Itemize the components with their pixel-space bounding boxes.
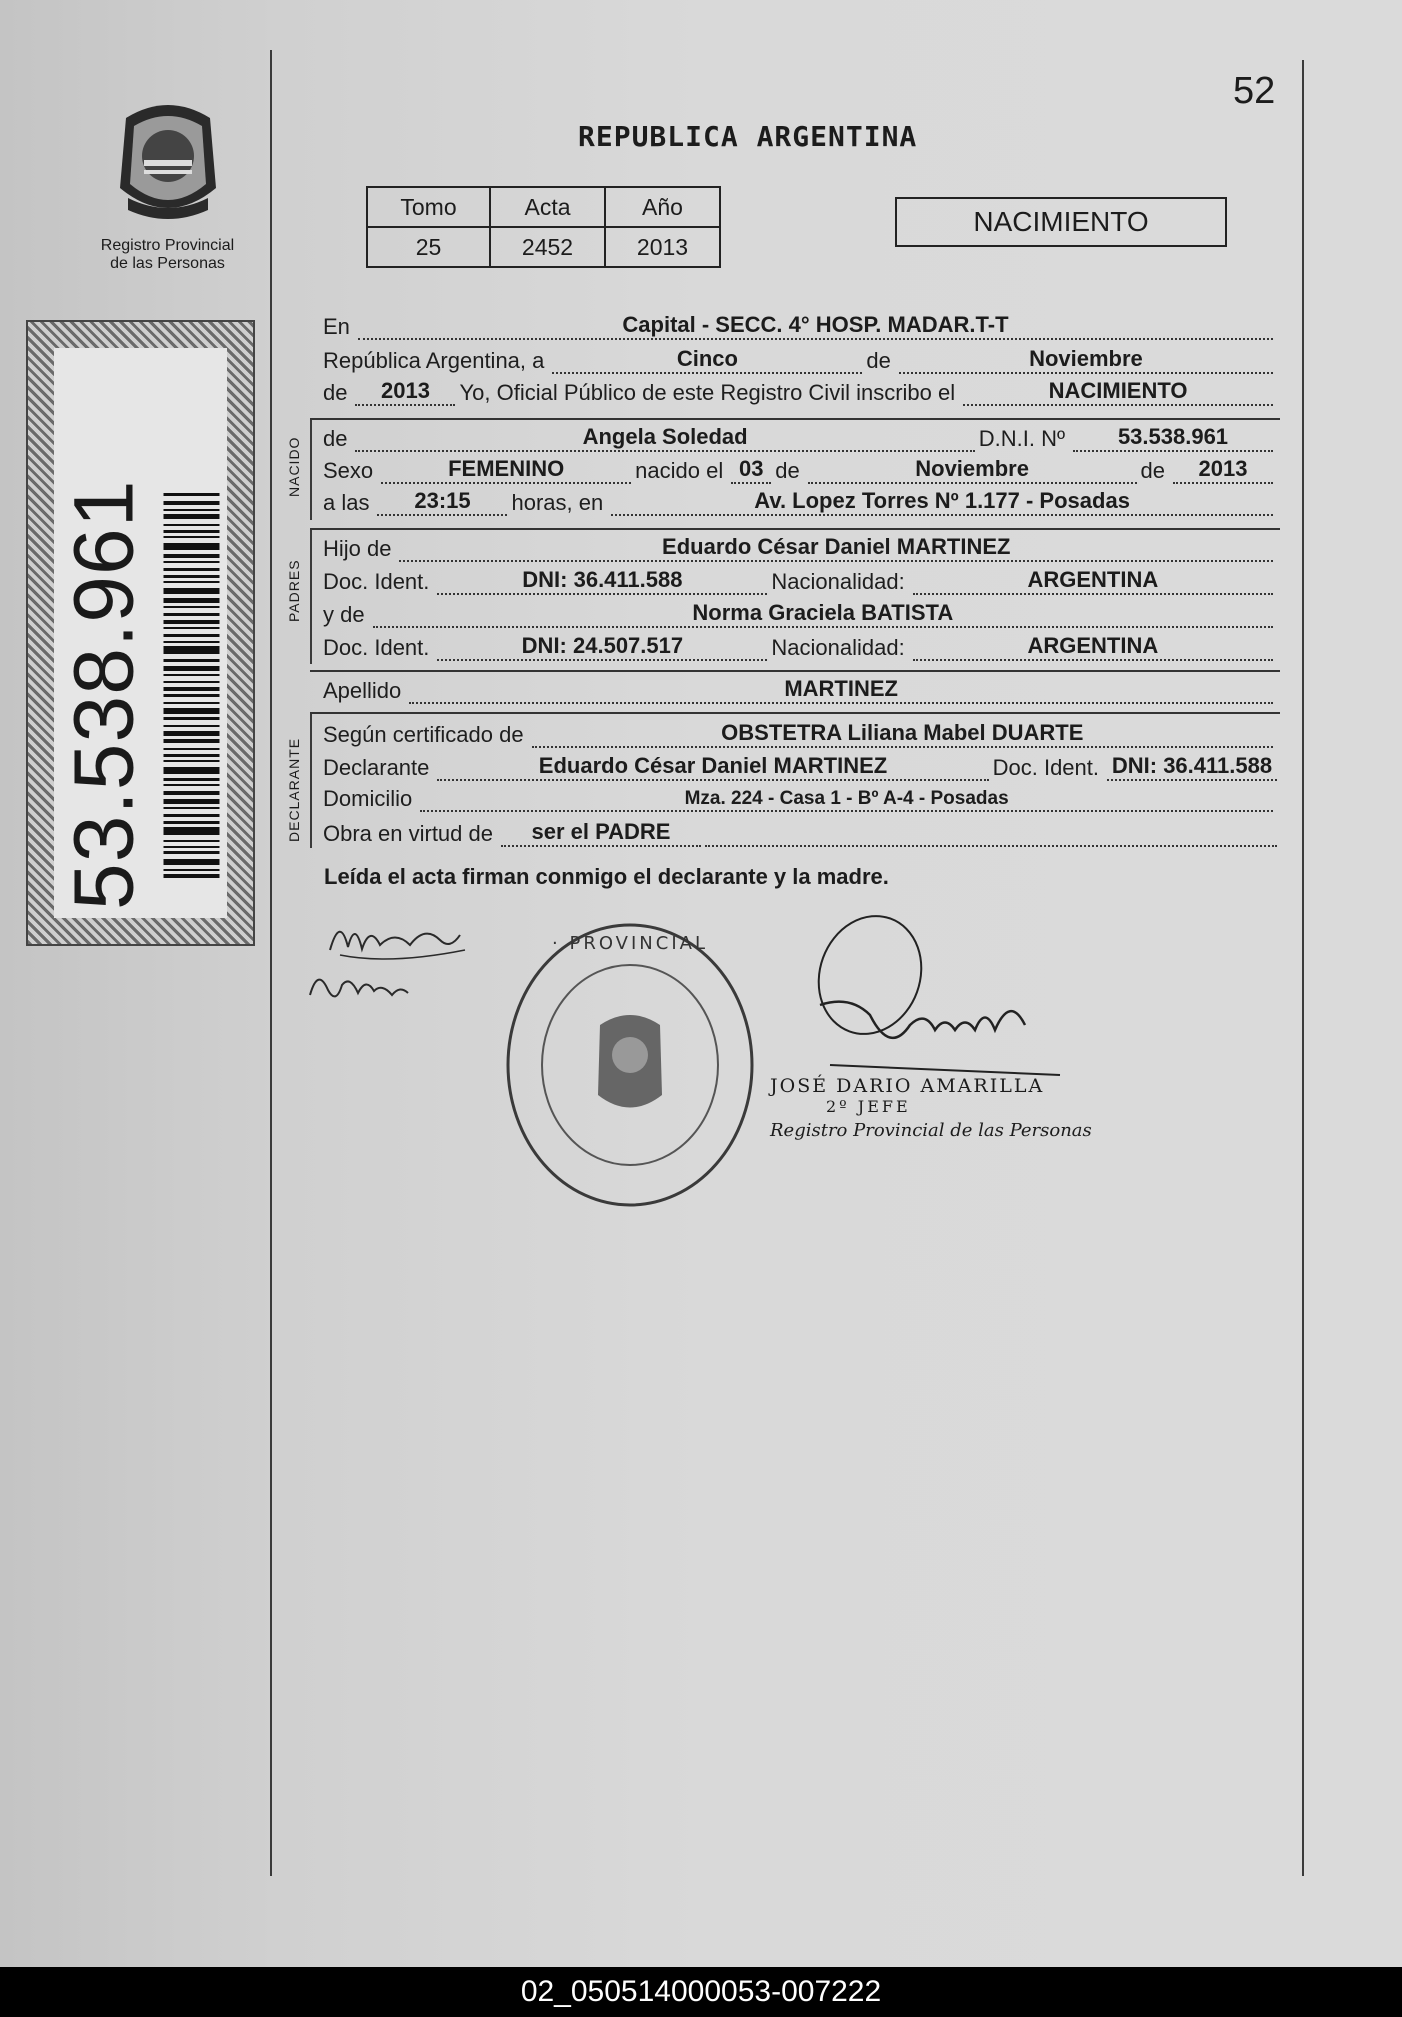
barcode-bar: [164, 659, 220, 662]
barcode-bar: [164, 687, 220, 691]
barcode-bar: [164, 754, 220, 757]
value-place: Capital - SECC. 4° HOSP. MADAR.T-T: [358, 312, 1273, 340]
label-inscribo: Yo, Oficial Público de este Registro Civil inscribo el: [459, 380, 956, 405]
acta-table: [366, 186, 721, 268]
label-mother-nationality: Nacionalidad:: [771, 635, 905, 660]
section-nacido: NACIDO: [286, 436, 302, 497]
record-type-box: NACIMIENTO: [895, 197, 1227, 247]
value-birth-time: 23:15: [377, 488, 507, 516]
value-father-doc: DNI: 36.411.588: [437, 567, 767, 595]
label-en: En: [323, 314, 350, 339]
section-padres: PADRES: [286, 559, 302, 622]
barcode-bar: [164, 748, 220, 750]
row-republica: [323, 346, 1277, 374]
label-a-las: a las: [323, 490, 370, 515]
right-margin-line: [1302, 60, 1304, 1876]
label-domicilio: Domicilio: [323, 786, 413, 811]
barcode-number: 53.538.961: [56, 479, 151, 910]
barcode-bar: [164, 821, 220, 824]
barcode-bar: [164, 840, 220, 842]
barcode-bar: [164, 575, 220, 578]
barcode-card: [26, 320, 255, 946]
label-apellido: Apellido: [323, 678, 402, 703]
footer-code: 02_050514000053-007222: [520, 1975, 882, 2008]
barcode-bar: [164, 674, 220, 676]
barcode-bar: [164, 501, 220, 505]
country-title: REPUBLICA ARGENTINA: [578, 120, 918, 153]
barcode-bar: [164, 554, 220, 558]
value-mother-name: Norma Graciela BATISTA: [373, 600, 1273, 628]
label-dni: D.N.I. Nº: [978, 426, 1065, 451]
label-decl-doc: Doc. Ident.: [992, 755, 1099, 780]
barcode-bar: [164, 613, 220, 616]
barcode-bar: [164, 767, 220, 774]
official-office: Registro Provincial de las Personas: [770, 1120, 1092, 1141]
barcode-bar: [164, 681, 220, 683]
section-divider-1: [310, 418, 1280, 420]
value-mother-nationality: ARGENTINA: [913, 633, 1273, 661]
barcode-bar: [164, 717, 220, 720]
official-role: 2º JEFE: [826, 1097, 911, 1116]
label-y-de: y de: [323, 602, 365, 627]
section-declarante-bar: [310, 714, 312, 848]
barcode-bar: [164, 634, 220, 637]
value-decl-doc: DNI: 36.411.588: [1107, 753, 1277, 781]
official-seal: [500, 905, 760, 1220]
acta-value-tomo: 25: [367, 227, 490, 267]
acta-header-tomo: Tomo: [367, 187, 490, 227]
row-sexo: [323, 456, 1277, 484]
label-certificado: Según certificado de: [323, 722, 524, 747]
value-birth-place: Av. Lopez Torres Nº 1.177 - Posadas: [611, 488, 1273, 516]
barcode-bar: [164, 514, 220, 519]
barcode-bars: [164, 398, 220, 878]
label-father-doc: Doc. Ident.: [323, 569, 430, 594]
value-birth-day: 03: [731, 456, 771, 484]
barcode-bar: [164, 606, 220, 608]
signature-martinez-batista-icon: [300, 905, 480, 1015]
label-republica: República Argentina, a: [323, 348, 545, 373]
value-domicilio: Mza. 224 - Casa 1 - Bº A-4 - Posadas: [420, 788, 1273, 812]
value-sexo: FEMENINO: [381, 456, 631, 484]
section-divider-2: [310, 528, 1280, 530]
barcode-bar: [164, 598, 220, 603]
barcode-bar: [164, 791, 220, 795]
registry-seal-icon: [500, 905, 760, 1215]
value-certificado: OBSTETRA Liliana Mabel DUARTE: [532, 720, 1273, 748]
page-number: 52: [1233, 70, 1276, 112]
registry-logo: [90, 98, 245, 273]
label-father-nationality: Nacionalidad:: [771, 569, 905, 594]
barcode-bar: [164, 588, 220, 594]
label-obra: Obra en virtud de: [323, 821, 493, 846]
value-surname: MARTINEZ: [409, 676, 1273, 704]
label-de-year: de: [323, 380, 348, 405]
barcode-bar: [164, 874, 220, 878]
row-declarante: [323, 753, 1277, 781]
barcode-bar: [164, 702, 220, 704]
barcode-bar: [164, 694, 220, 697]
barcode-bar: [164, 581, 220, 583]
label-sexo: Sexo: [323, 458, 374, 483]
label-declarante: Declarante: [323, 755, 430, 780]
barcode-bar: [164, 799, 220, 804]
row-mother: [323, 600, 1277, 628]
barcode-bar: [164, 778, 220, 781]
value-father-name: Eduardo César Daniel MARTINEZ: [399, 534, 1273, 562]
registry-line1: Registro Provincial: [100, 237, 235, 254]
section-padres-bar: [310, 530, 312, 664]
registry-line2: de las Personas: [110, 255, 225, 272]
label-nacido-el: nacido el: [635, 458, 724, 483]
parent-signatures: [300, 905, 480, 1020]
barcode-bar: [164, 739, 220, 743]
value-birth-year: 2013: [1173, 456, 1273, 484]
barcode-bar: [164, 760, 220, 762]
label-horas-en: horas, en: [511, 490, 604, 515]
barcode-bar: [164, 784, 220, 786]
label-mother-doc: Doc. Ident.: [323, 635, 430, 660]
label-de: de: [866, 348, 891, 373]
row-domicilio: [323, 786, 1277, 812]
barcode-bar: [164, 708, 220, 714]
value-birth-month: Noviembre: [808, 456, 1137, 484]
acta-value-acta: 2452: [490, 227, 605, 267]
barcode-bar: [164, 731, 220, 736]
acta-header-anio: Año: [605, 187, 720, 227]
obra-dotted-rest: [705, 844, 1277, 847]
barcode-bar: [164, 827, 220, 835]
barcode-bar: [164, 666, 220, 671]
acta-value-anio: 2013: [605, 227, 720, 267]
official-block: [770, 1075, 1092, 1141]
barcode-bar: [164, 493, 220, 496]
value-declarante: Eduardo César Daniel MARTINEZ: [437, 753, 988, 781]
barcode-bar: [164, 543, 220, 550]
section-nacido-bar: [310, 420, 312, 520]
barcode-bar: [164, 524, 220, 526]
row-time: [323, 488, 1277, 516]
row-mother-doc: [323, 633, 1277, 661]
barcode-bar: [164, 561, 220, 563]
row-en: [323, 312, 1277, 340]
value-dni: 53.538.961: [1073, 424, 1273, 452]
barcode-bar: [164, 530, 220, 533]
section-divider-3: [310, 670, 1280, 672]
value-inscribo: NACIMIENTO: [963, 378, 1273, 406]
row-certificado: [323, 720, 1277, 748]
row-obra: [323, 819, 1277, 847]
barcode-bar: [164, 814, 220, 817]
official-name: JOSÉ DARIO AMARILLA: [770, 1075, 1045, 1097]
misiones-emblem-icon: [108, 98, 228, 228]
value-obra: ser el PADRE: [501, 819, 701, 847]
closing-statement: Leída el acta firman conmigo el declarante y la madre.: [324, 864, 889, 889]
value-mother-doc: DNI: 24.507.517: [437, 633, 767, 661]
barcode-bar: [164, 807, 220, 809]
barcode-bar: [164, 568, 220, 571]
barcode-bar: [164, 725, 220, 727]
label-de-birth-year: de: [1140, 458, 1165, 483]
svg-text:· PROVINCIAL: · PROVINCIAL: [552, 933, 708, 954]
label-de-child: de: [323, 426, 348, 451]
barcode-bar: [164, 646, 220, 654]
label-de-birth-month: de: [775, 458, 800, 483]
barcode-bar: [164, 869, 220, 871]
barcode-bar: [164, 536, 220, 538]
barcode-bar: [164, 627, 220, 629]
section-divider-4: [310, 712, 1280, 714]
row-father: [323, 534, 1277, 562]
value-father-nationality: ARGENTINA: [913, 567, 1273, 595]
acta-header-acta: Acta: [490, 187, 605, 227]
value-month: Noviembre: [899, 346, 1273, 374]
label-hijo-de: Hijo de: [323, 536, 392, 561]
barcode-bar: [164, 620, 220, 624]
barcode-bar: [164, 846, 220, 848]
barcode-bar: [164, 509, 220, 511]
value-year: 2013: [355, 378, 455, 406]
row-year: [323, 378, 1277, 406]
barcode-bar: [164, 641, 220, 643]
section-declarante: DECLARANTE: [286, 737, 302, 842]
row-surname: [323, 676, 1277, 704]
scan-footer: [0, 1967, 1402, 2017]
row-child-name: [323, 424, 1277, 452]
left-margin-line: [270, 50, 272, 1876]
value-child-name: Angela Soledad: [355, 424, 974, 452]
value-day-words: Cinco: [552, 346, 862, 374]
barcode-bar: [164, 859, 220, 865]
row-father-doc: [323, 567, 1277, 595]
barcode-bar: [164, 851, 220, 854]
